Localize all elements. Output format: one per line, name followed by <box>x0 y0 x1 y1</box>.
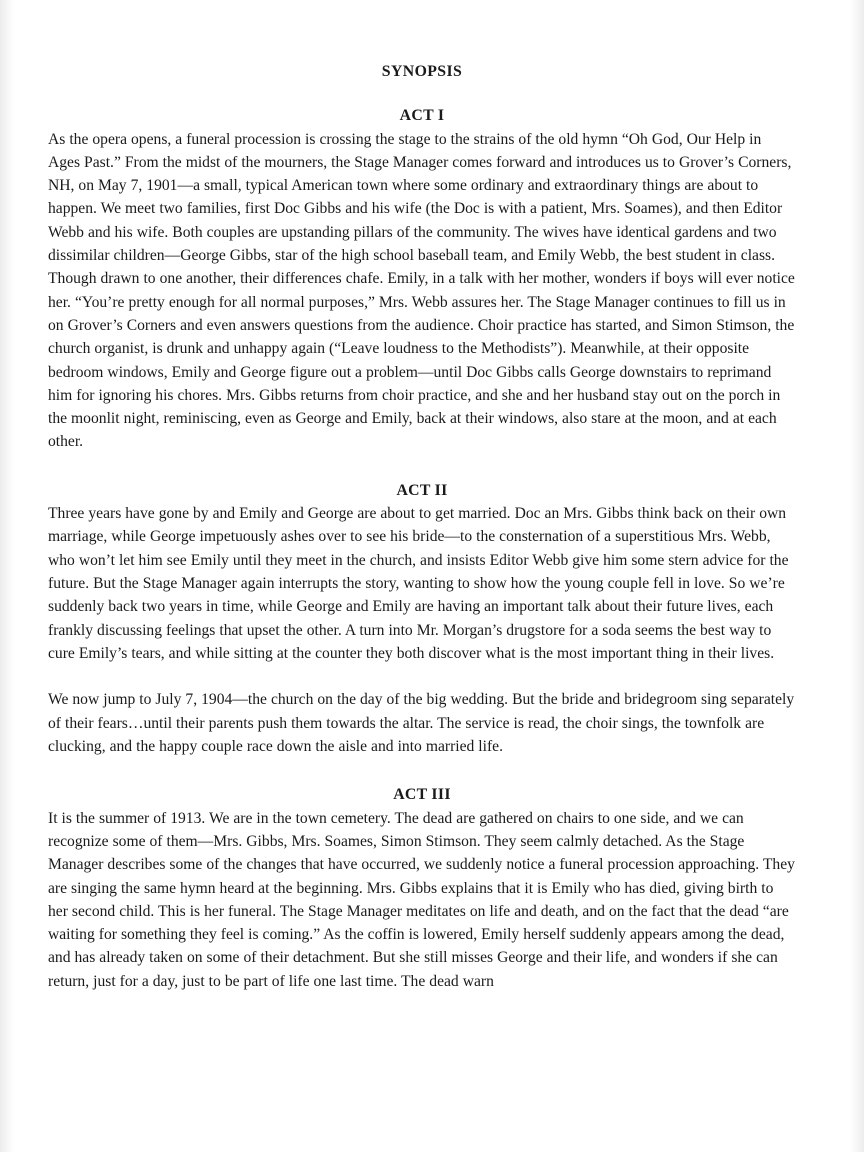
act-2-paragraph-1: Three years have gone by and Emily and George are about to get married. Doc an Mrs. Gibbs think back on their own marriage, while George impetuously ashes over to see his bride—to the consternation of a superstitious Mrs. Webb, who won’t let him see Emily until they meet in the church, and insists Editor Webb give him some stern advice for the future. But the Stage Manager again interrupts the story, wanting to show how the young couple fell in love. So we’re suddenly back two years in time, while George and Emily are having an important talk about their future lives, each frankly discussing feelings that upset the other. A turn into Mr. Morgan’s drugstore for a soda seems the best way to cure Emily’s tears, and while sitting at the counter they both discover what is the most important thing in their lives. <box>48 505 789 662</box>
section-act-1 <box>48 83 796 453</box>
act-3-paragraph-1: It is the summer of 1913. We are in the town cemetery. The dead are gathered on chairs to one side, and we can recognize some of them—Mrs. Gibbs, Mrs. Soames, Simon Stimson. They seem calmly detached. As the Stage Manager describes some of the changes that have occurred, we suddenly notice a funeral procession approaching. They are singing the same hymn heard at the beginning. Mrs. Gibbs explains that it is Emily who has died, giving birth to her second child. This is her funeral. The Stage Manager meditates on life and death, and on the fact that the dead “are waiting for something they feel is coming.” As the coffin is lowered, Emily herself suddenly appears among the dead, and has already taken on some of their detachment. But she still misses George and their life, and wonders if she can return, just for a day, just to be part of life one last time. The dead warn <box>48 809 795 990</box>
act-heading-3: ACT III <box>393 786 451 804</box>
act-heading-1: ACT I <box>399 107 445 125</box>
section-act-3 <box>48 758 796 993</box>
act-heading-2: ACT II <box>396 481 448 499</box>
act-2-paragraph-2: We now jump to July 7, 1904—the church on the day of the big wedding. But the bride and bridegroom sing separately of their fears…until their parents push them towards the altar. The service is read, the choir sings, the townfolk are clucking, and the happy couple race down the aisle and into married life. <box>48 691 795 756</box>
page-title: SYNOPSIS <box>381 63 463 80</box>
act-1-paragraph-1: As the opera opens, a funeral procession is crossing the stage to the strains of the old hymn “Oh God, Our Help in Ages Past.” From the midst of the mourners, the Stage Manager comes forward and introduces us to Grover’s Corners, NH, on May 7, 1901—a small, typical American town where some ordinary and extraordinary things are about to happen. We meet two families, first Doc Gibbs and his wife (the Doc is with a patient, Mrs. Soames), and then Editor Webb and his wife. Both couples are upstanding pillars of the community. The wives have identical gardens and two dissimilar children—George Gibbs, star of the high school baseball team, and Emily Webb, the best student in class. Though drawn to one another, their differences chafe. Emily, in a talk with her mother, wonders if boys will ever notice her. “You’re pretty enough for all normal purposes,” Mrs. Webb assures her. The Stage Manager continues to fill us in on Grover’s Corners and even answers questions from the audience. Choir practice has started, and Simon Stimson, the church organist, is drunk and unhappy again (“Leave loudness to the Methodists”). Meanwhile, at their opposite bedroom windows, Emily and George figure out a problem—until Doc Gibbs calls George downstairs to reprimand him for ignoring his chores. Mrs. Gibbs returns from choir practice, and she and her husband stay out on the porch in the moonlit night, reminiscing, even as George and Emily, back at their windows, also stare at the moon, and at each other. <box>48 130 795 451</box>
section-act-2 <box>48 454 796 759</box>
